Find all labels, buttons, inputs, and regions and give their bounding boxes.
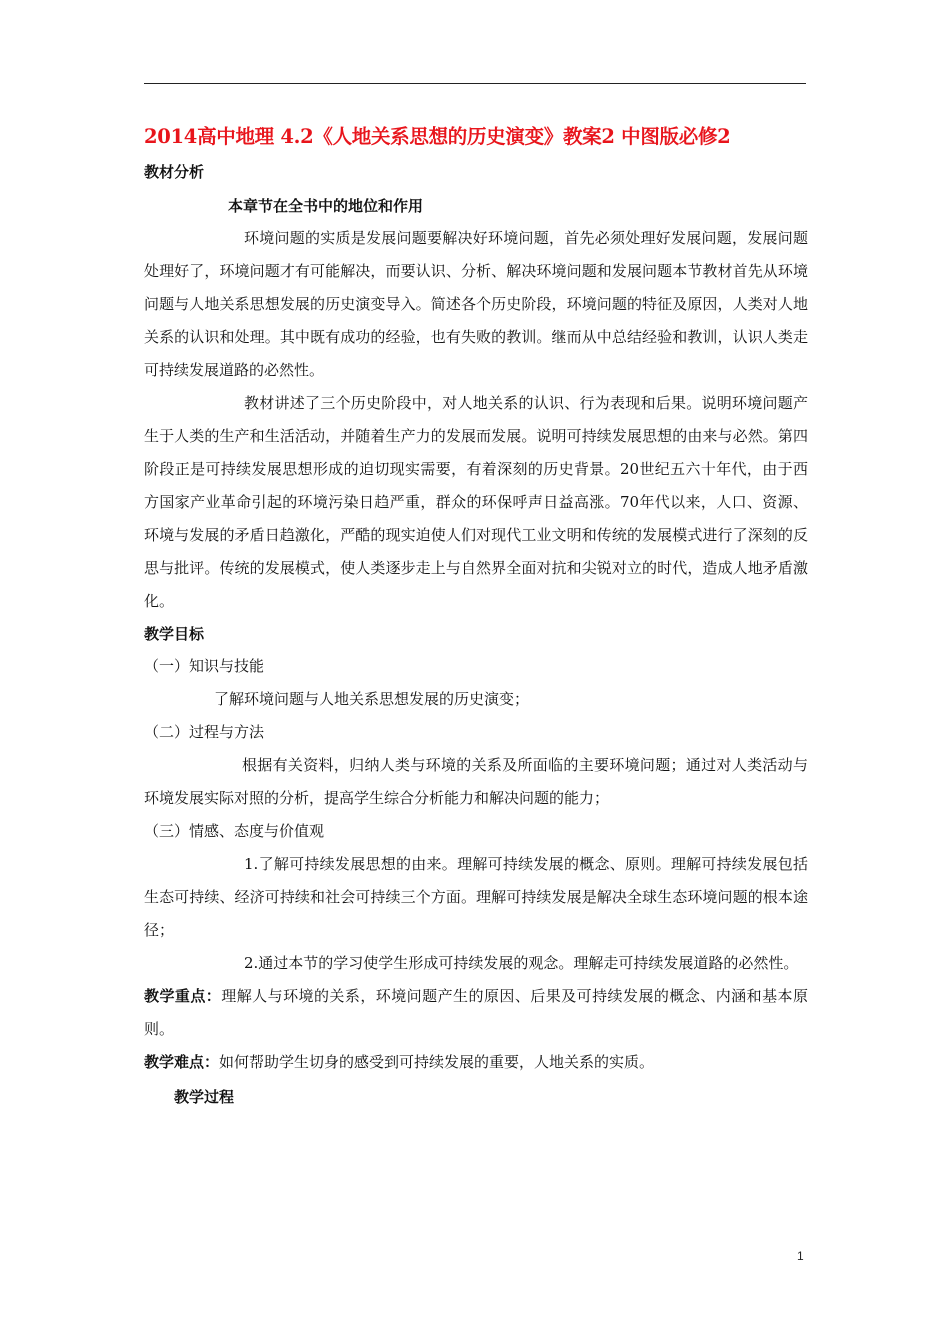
objective-process-label: （二）过程与方法 [144, 723, 265, 741]
key-point-label: 教学重点： [144, 987, 222, 1005]
header-rule [144, 83, 806, 84]
key-point-text: 理解人与环境的关系，环境问题产生的原因、后果及可持续发展的概念、内涵和基本原则。 [144, 987, 808, 1038]
paragraph-environment-development: 环境问题的实质是发展问题要解决好环境问题，首先必须处理好发展问题，发展问题处理好了，环境问题才有可能解决，而要认识、分析、解决环境问题和发展问题本节教材首先从环境问题与人地关系思想发展的历史演变导入。简述各个历史阶段，环境问题的特征及原因，人类对人地关系的认识和处理。其中既有成功的经验，也有失败的教训。继而从中总结经验和教训，认识人类走可持续发展道路的必然性。 [144, 229, 808, 379]
objective-process-text: 根据有关资料，归纳人类与环境的关系及所面临的主要环境问题；通过对人类活动与环境发展实际对照的分析，提高学生综合分析能力和解决问题的能力； [144, 756, 808, 807]
difficulty-text: 如何帮助学生切身的感受到可持续发展的重要，人地关系的实质。 [219, 1053, 655, 1071]
objective-knowledge-label: （一）知识与技能 [144, 657, 265, 675]
paragraph-historical-stages: 教材讲述了三个历史阶段中，对人地关系的认识、行为表现和后果。说明环境问题产生于人类的生产和生活活动，并随着生产力的发展而发展。说明可持续发展思想的由来与必然。第四阶段正是可持续发展思想形成的迫切现实需要，有着深刻的历史背景。20世纪五六十年代，由于西方国家产业革命引起的环境污染日趋严重，群众的环保呼声日益高涨。70年代以来，人口、资源、环境与发展的矛盾日趋激化，严酷的现实迫使人们对现代工业文明和传统的发展模式进行了深刻的反思与批评。传统的发展模式，使人类逐步走上与自然界全面对抗和尖锐对立的时代，造成人地矛盾激化。 [144, 394, 808, 610]
difficulty-label: 教学难点： [144, 1053, 220, 1071]
key-point [144, 980, 808, 1046]
objective-values-item-2: 2.通过本节的学习使学生形成可持续发展的观念。理解走可持续发展道路的必然性。 [244, 954, 799, 972]
objective-values-label: （三）情感、态度与价值观 [144, 822, 325, 840]
heading-textbook-analysis: 教材分析 [144, 163, 205, 181]
document-body [144, 120, 808, 1113]
objective-knowledge-text: 了解环境问题与人地关系思想发展的历史演变； [214, 690, 530, 708]
document-title: 2014高中地理 4.2《人地关系思想的历史演变》教案2 中图版必修2 [144, 125, 731, 148]
page-number: 1 [797, 1249, 804, 1263]
difficulty-point [144, 1046, 808, 1079]
heading-teaching-objectives: 教学目标 [144, 625, 205, 643]
objective-values-item-1: 1.了解可持续发展思想的由来。理解可持续发展的概念、原则。理解可持续发展包括生态可持续、经济可持续和社会可持续三个方面。理解可持续发展是解决全球生态环境问题的根本途径； [144, 855, 808, 939]
subheading-position-role: 本章节在全书中的地位和作用 [228, 197, 424, 215]
heading-teaching-process: 教学过程 [174, 1088, 235, 1106]
